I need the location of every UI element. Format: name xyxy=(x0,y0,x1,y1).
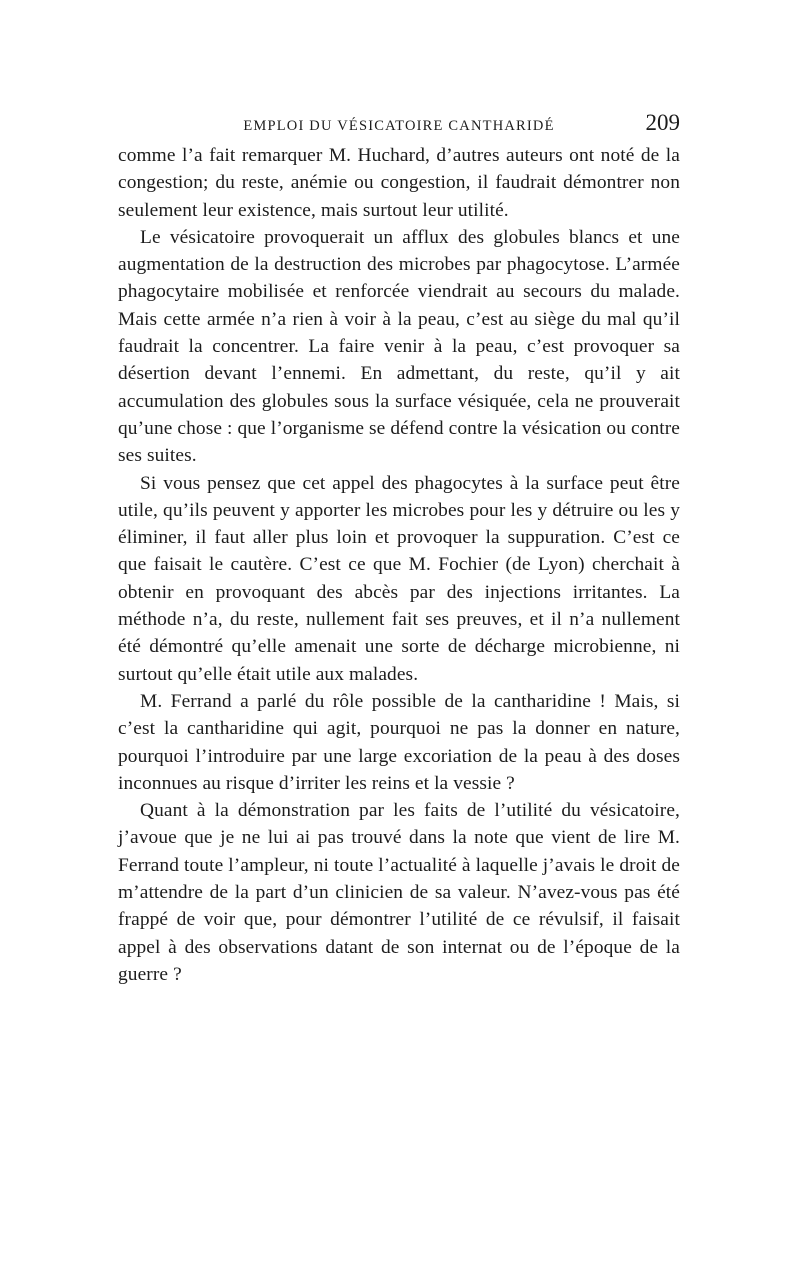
paragraph: Le vésicatoire provoquerait un afflux des globules blancs et une augmentation de la destruction des microbes par phagocytose. L’armée phagocytaire mobilisée et renforcée viendrait au secours du malade. Mais cette armée n’a rien à voir à la peau, c’est au siège du mal qu’il faudrait la concentrer. La faire venir à la peau, c’est provoquer sa désertion devant l’ennemi. En admettant, du reste, qu’il y ait accumulation des globules sous la surface vésiquée, cela ne prouverait qu’une chose : que l’organisme se défend contre la vésication ou contre ses suites. xyxy=(118,226,680,467)
running-header xyxy=(118,108,680,142)
paragraph: Si vous pensez que cet appel des phagocytes à la surface peut être utile, qu’ils peuvent y apporter les microbes pour les y détruire ou les y éliminer, il faut aller plus loin et provoquer la suppuration. C’est ce que faisait le cautère. C’est ce que M. Fochier (de Lyon) cherchait à obtenir en provoquant des abcès par des injections irritantes. La méthode n’a, du reste, nullement fait ses preuves, et il n’a nullement été démontré qu’elle amenait une sorte de décharge microbienne, ni surtout qu’elle était utile aux malades. xyxy=(118,472,680,685)
body-text xyxy=(118,142,680,988)
book-page xyxy=(118,108,680,988)
paragraph: Quant à la démonstration par les faits de l’utilité du vésicatoire, j’avoue que je ne lui ai pas trouvé dans la note que vient de lire M. Ferrand toute l’ampleur, ni toute l’actualité à laquelle j’avais le droit de m’attendre de la part d’un clinicien de sa valeur. N’avez-vous pas été frappé de voir que, pour démontrer l’utilité de ce révulsif, il faisait appel à des observations datant de son internat ou de l’époque de la guerre ? xyxy=(118,800,680,985)
paragraph: M. Ferrand a parlé du rôle possible de la cantharidine ! Mais, si c’est la cantharidine qui agit, pourquoi ne pas la donner en nature, pourquoi l’introduire par une large excoriation de la peau à des doses inconnues au risque d’irriter les reins et la vessie ? xyxy=(118,690,680,794)
running-title: EMPLOI DU VÉSICATOIRE CANTHARIDÉ xyxy=(243,118,555,134)
page-number: 209 xyxy=(645,110,680,135)
paragraph-continuation: comme l’a fait remarquer M. Huchard, d’autres auteurs ont noté de la congestion; du reste, anémie ou congestion, il faudrait démontrer non seulement leur existence, mais surtout leur utilité. xyxy=(118,145,680,221)
